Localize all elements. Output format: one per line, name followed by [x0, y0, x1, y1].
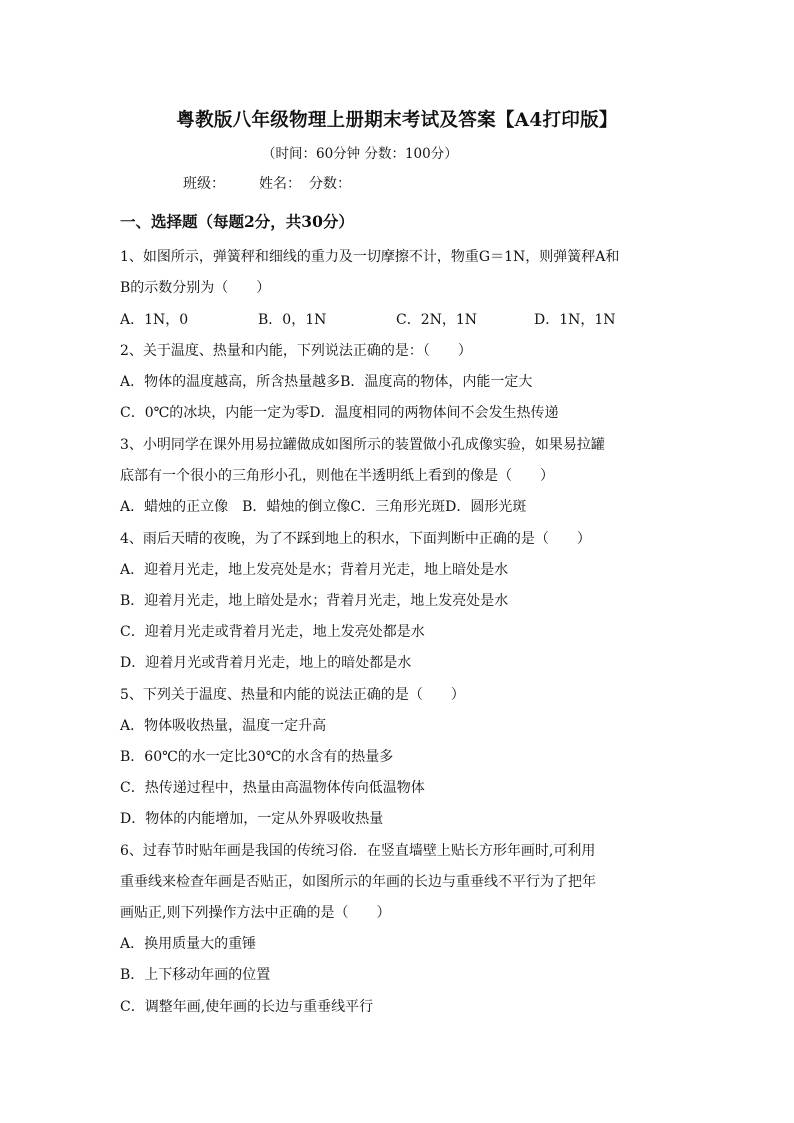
question-5-option-a: A．物体吸收热量，温度一定升高: [120, 718, 327, 734]
question-1-stem-line-2: B的示数分别为（ ）: [120, 280, 271, 296]
class-label: 班级：: [183, 176, 225, 192]
question-6-stem-line-1: 6、过春节时贴年画是我国的传统习俗．在竖直墙壁上贴长方形年画时,可利用: [120, 843, 596, 859]
question-6-stem-line-2: 重垂线来检查年画是否贴正，如图所示的年画的长边与重垂线不平行为了把年: [120, 874, 596, 890]
question-6-stem-line-3: 画贴正,则下列操作方法中正确的是（ ）: [120, 905, 391, 921]
question-1-stem-line-1: 1、如图所示，弹簧秤和细线的重力及一切摩擦不计，物重G＝1N，则弹簧秤A和: [120, 249, 620, 265]
question-2-options-ab: A．物体的温度越高，所含热量越多B．温度高的物体，内能一定大: [120, 374, 533, 390]
exam-time-score: （时间：60分钟 分数：100分）: [262, 146, 458, 162]
question-6-option-b: B．上下移动年画的位置: [120, 967, 271, 983]
student-info-line: [183, 174, 351, 194]
question-4-option-a: A．迎着月光走，地上发亮处是水；背着月光走，地上暗处是水: [120, 562, 509, 578]
score-label: 分数：: [309, 176, 351, 192]
page-title: 粤教版八年级物理上册期末考试及答案【A4打印版】: [176, 110, 618, 131]
question-6-option-a: A．换用质量大的重锤: [120, 936, 257, 952]
question-4-stem: 4、雨后天晴的夜晚，为了不踩到地上的积水，下面判断中正确的是（ ）: [120, 531, 591, 547]
question-3-options: A．蜡烛的正立像 B．蜡烛的倒立像C．三角形光斑D．圆形光斑: [120, 499, 527, 515]
question-2-stem: 2、关于温度、热量和内能，下列说法正确的是：（ ）: [120, 343, 472, 359]
question-4-option-d: D．迎着月光或背着月光走，地上的暗处都是水: [120, 655, 412, 671]
name-label: 姓名：: [259, 176, 301, 192]
question-1-option-b: B．0，1N: [258, 312, 327, 328]
question-5-stem: 5、下列关于温度、热量和内能的说法正确的是（ ）: [120, 687, 465, 703]
question-5-option-c: C．热传递过程中，热量由高温物体传向低温物体: [120, 780, 425, 796]
question-4-option-b: B．迎着月光走，地上暗处是水；背着月光走，地上发亮处是水: [120, 593, 509, 609]
question-1-option-c: C．2N，1N: [396, 312, 478, 328]
question-5-option-b: B．60℃的水一定比30℃的水含有的热量多: [120, 749, 394, 765]
section-heading-choice: 一、选择题（每题2分，共30分）: [120, 212, 354, 231]
question-1-option-a: A．1N，0: [120, 312, 189, 328]
question-3-stem-line-1: 3、小明同学在课外用易拉罐做成如图所示的装置做小孔成像实验，如果易拉罐: [120, 437, 605, 453]
question-2-options-cd: C．0℃的冰块，内能一定为零D．温度相同的两物体间不会发生热传递: [120, 405, 559, 421]
question-1-option-d: D．1N，1N: [534, 312, 616, 328]
question-4-option-c: C．迎着月光走或背着月光走，地上发亮处都是水: [120, 624, 425, 640]
question-5-option-d: D．物体的内能增加，一定从外界吸收热量: [120, 811, 384, 827]
question-3-stem-line-2: 底部有一个很小的三角形小孔，则他在半透明纸上看到的像是（ ）: [120, 468, 554, 484]
question-6-option-c: C．调整年画,使年画的长边与重垂线平行: [120, 999, 374, 1015]
